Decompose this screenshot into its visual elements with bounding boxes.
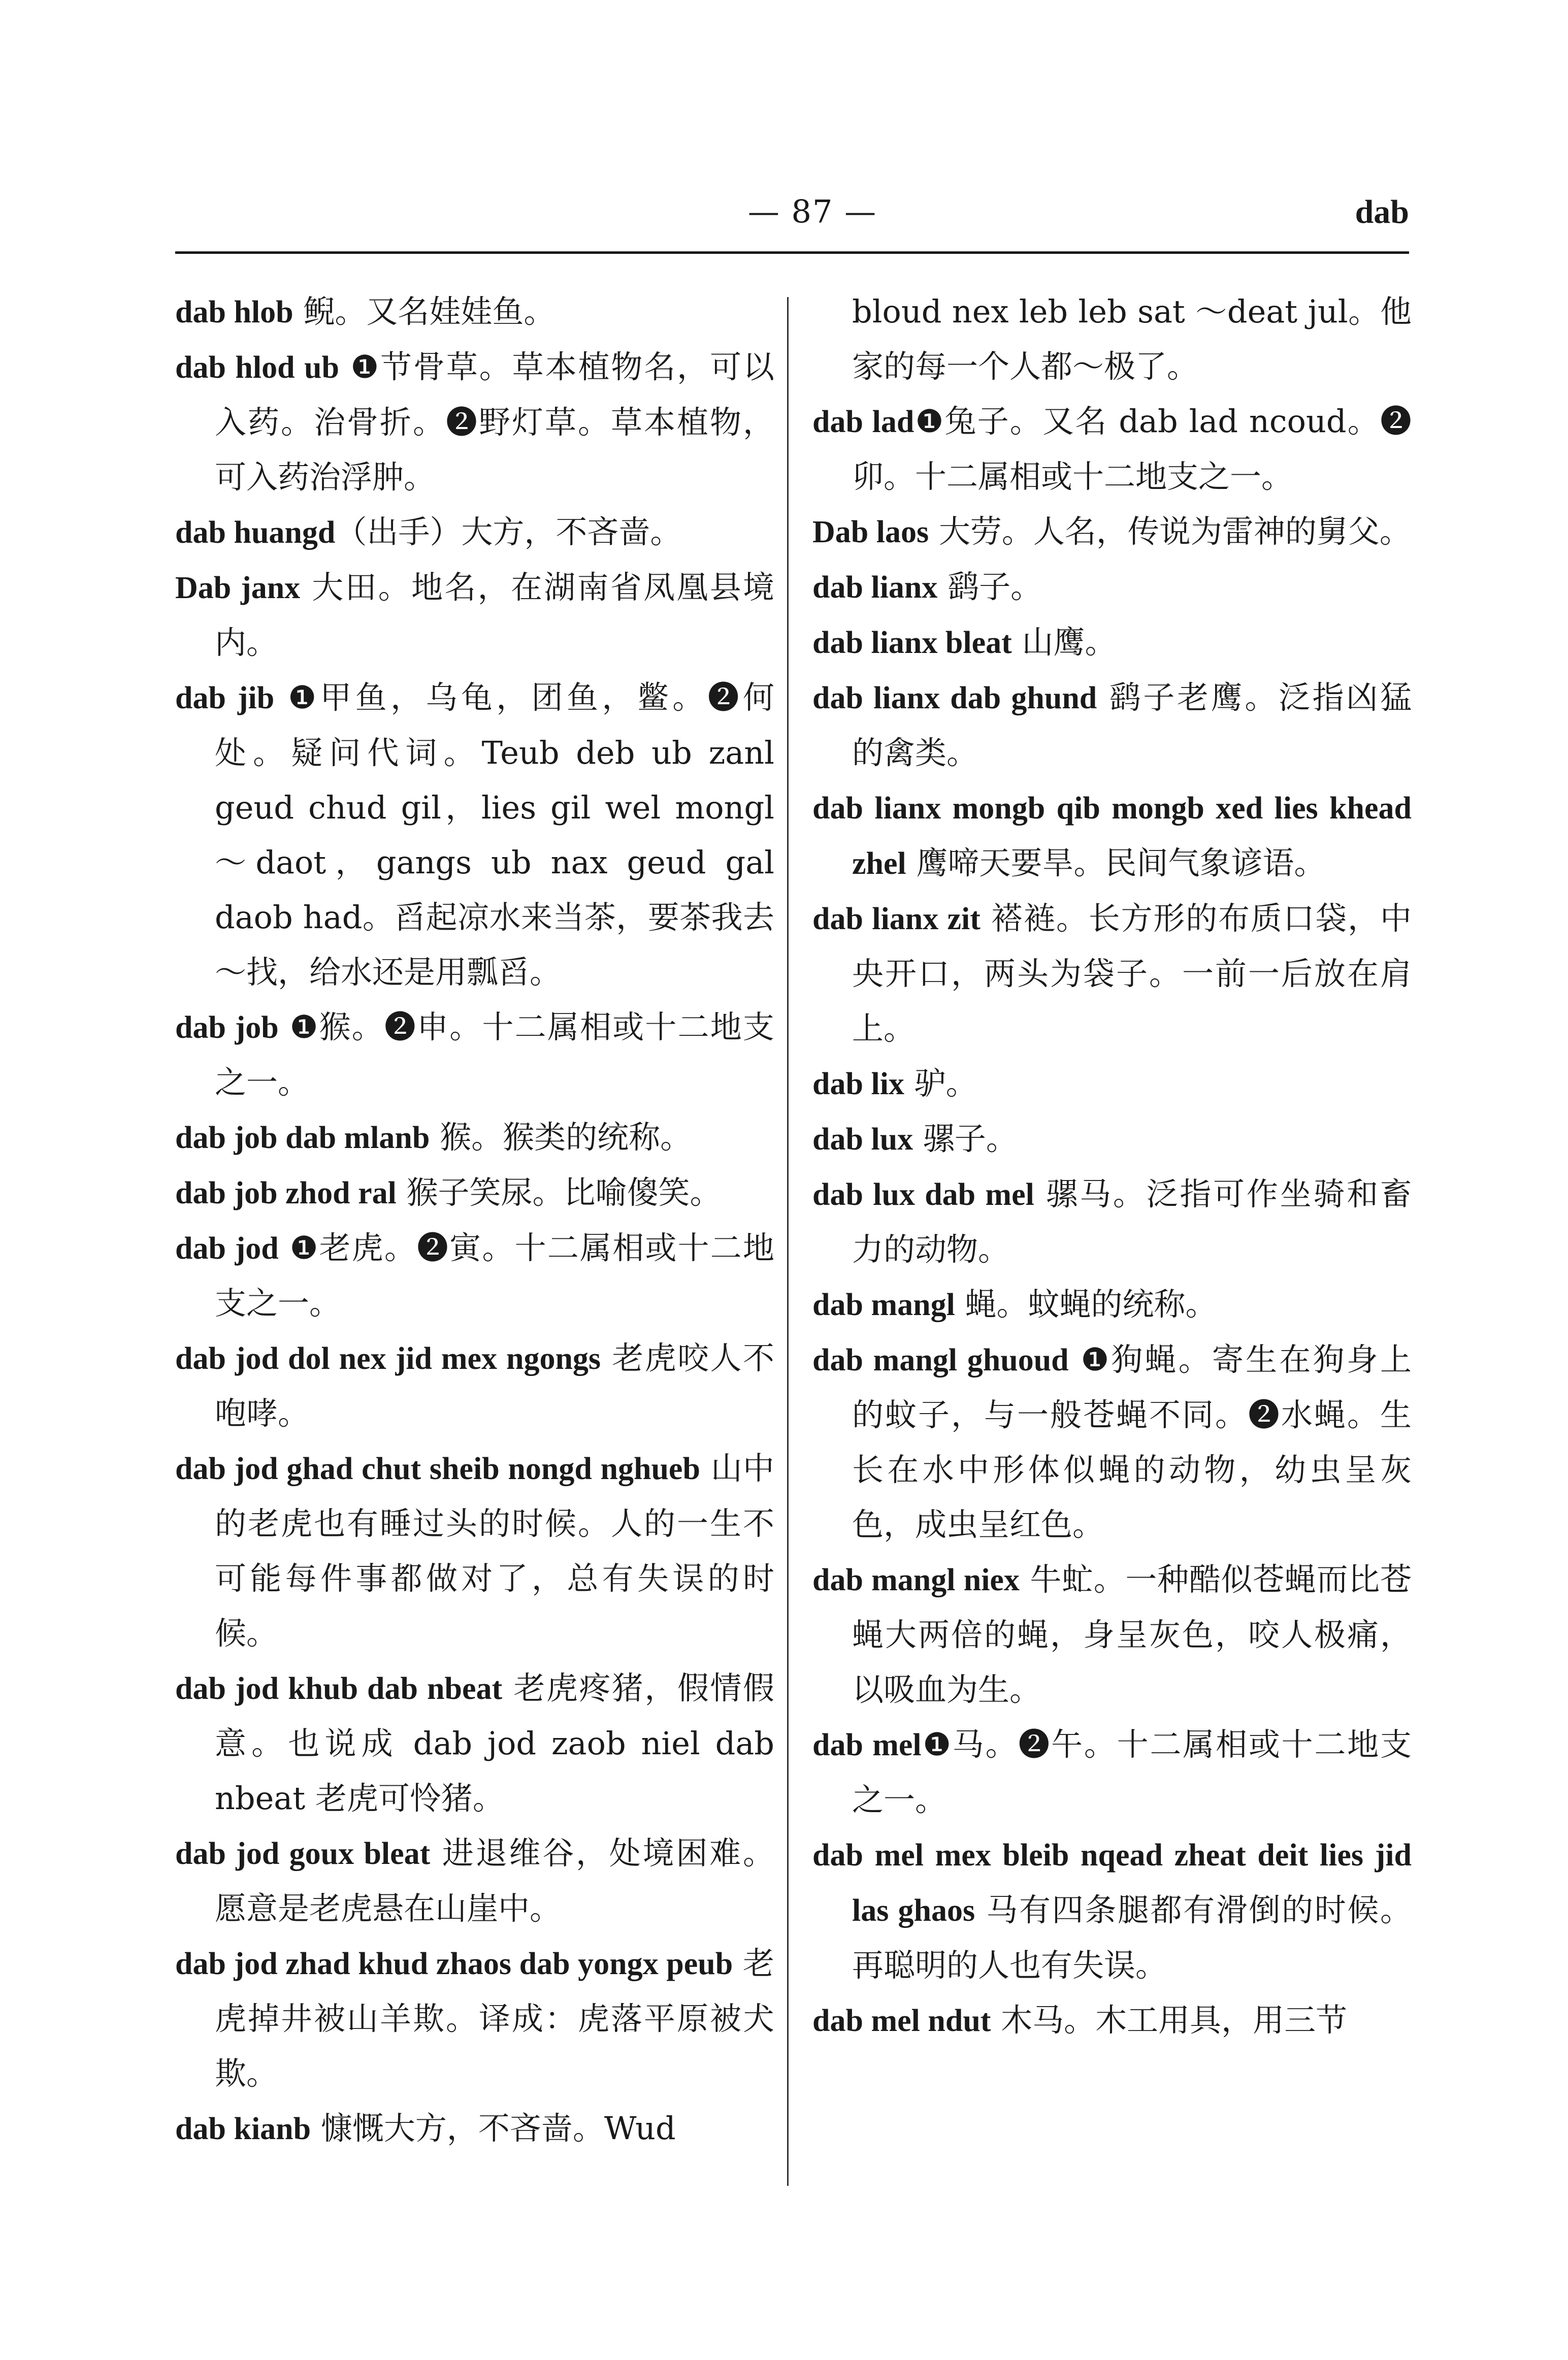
dictionary-entry: [175, 560, 774, 670]
entry-definition: 老虎咬人不咆哮。: [215, 1339, 774, 1432]
entry-definition: 猴子笑尿。比喻傻笑。: [396, 1174, 722, 1211]
entry-headword: dab hlob: [175, 295, 293, 330]
dictionary-entry: [175, 1000, 774, 1110]
entry-definition: 鹞子。: [937, 568, 1042, 605]
dictionary-entry: [812, 1993, 1412, 2048]
entry-headword: dab lad: [812, 405, 914, 439]
dictionary-entry: [175, 1110, 774, 1165]
dictionary-entry: [175, 1221, 774, 1331]
entry-headword: dab job zhod ral: [175, 1176, 397, 1210]
dictionary-entry: [175, 340, 774, 505]
dictionary-entry: [175, 1165, 774, 1221]
entry-headword: dab mangl ghuoud: [812, 1343, 1069, 1378]
entry-headword: dab mel ndut: [812, 2004, 991, 2038]
entry-headword: dab lux: [812, 1122, 913, 1157]
entry-definition: ❶狗蝇。寄生在狗身上的蚊子，与一般苍蝇不同。❷水蝇。生长在水中形体似蝇的动物，幼虫呈灰色，成虫呈红色。: [852, 1341, 1412, 1543]
dictionary-entry: [175, 1441, 774, 1661]
page-number: — 87 —: [747, 193, 877, 230]
entry-definition: 骡马。泛指可作坐骑和畜力的动物。: [852, 1175, 1412, 1268]
entry-definition: ❶兔子。又名 dab lad ncoud。❷卯。十二属相或十二地支之一。: [852, 403, 1412, 495]
entry-definition: （出手）大方，不吝啬。: [335, 513, 682, 550]
entry-definition: bloud nex leb leb sat ～deat jul。他家的每一个人都～极了。: [852, 293, 1412, 385]
entry-definition: 大劳。人名，传说为雷神的舅父。: [929, 513, 1411, 550]
entry-headword: dab lianx mongb qib mongb xed lies khead zhel: [812, 791, 1412, 881]
dictionary-entry: [812, 1111, 1412, 1167]
entry-headword: dab job: [175, 1010, 279, 1045]
dictionary-entry: [175, 1661, 774, 1826]
dictionary-entry: [812, 1332, 1412, 1552]
entry-definition: 老虎疼猪，假情假意。也说成 dab jod zaob niel dab nbeat 老虎可怜猪。: [215, 1669, 774, 1817]
entry-definition: ❶猴。❷申。十二属相或十二地支之一。: [215, 1008, 775, 1101]
entry-headword: dab hlod ub: [175, 350, 339, 385]
entry-headword: dab lianx zit: [812, 902, 981, 936]
entry-definition: 马有四条腿都有滑倒的时候。再聪明的人也有失误。: [852, 1891, 1412, 1984]
entry-headword: dab lianx: [812, 570, 938, 605]
dictionary-entry: [812, 891, 1412, 1056]
entry-definition: 慷慨大方，不吝啬。Wud: [311, 2110, 676, 2147]
entry-definition: 牛虻。一种酷似苍蝇而比苍蝇大两倍的蝇，身呈灰色，咬人极痛，以吸血为生。: [852, 1561, 1412, 1708]
entry-headword: dab lux dab mel: [812, 1177, 1034, 1212]
dictionary-entry: [175, 670, 774, 1000]
entry-definition: ❶节骨草。草本植物名，可以入药。治骨折。❷野灯草。草本植物，可入药治浮肿。: [215, 348, 774, 496]
entry-definition: 木马。木工用具，用三节: [991, 2002, 1348, 2039]
dictionary-entry: [175, 1936, 774, 2101]
entry-definition: ❶马。❷午。十二属相或十二地支之一。: [852, 1726, 1412, 1818]
entry-headword: dab jod zhad khud zhaos dab yongx peub: [175, 1947, 733, 1981]
entry-headword: dab jib: [175, 681, 275, 715]
running-head: dab: [1355, 193, 1409, 231]
entry-definition: 鹰啼天要旱。民间气象谚语。: [906, 844, 1326, 881]
dictionary-entry: [812, 1056, 1412, 1111]
entry-definition: ❶甲鱼，乌龟，团鱼，鳖。❷何处。疑问代词。Teub deb ub zanl geud chud gil，lies gil wel mongl～daot，gangs ub nax geud gal daob had。舀起凉水来当茶，要茶我去～找，给水还是用瓢舀。: [215, 679, 774, 991]
entry-headword: dab huangd: [175, 515, 336, 550]
entry-headword: dab jod: [175, 1231, 279, 1266]
entry-definition: 骡子。: [913, 1120, 1018, 1157]
left-column: [175, 284, 774, 2156]
entry-headword: dab mel: [812, 1728, 922, 1762]
entry-definition: 大田。地名，在湖南省凤凰县境内。: [215, 569, 774, 661]
entry-definition: 蝇。蚊蝇的统称。: [955, 1286, 1217, 1323]
entry-headword: dab job dab mlanb: [175, 1121, 430, 1155]
dictionary-entry: [812, 1552, 1412, 1717]
entry-definition: 老虎掉井被山羊欺。译成：虎落平原被犬欺。: [215, 1945, 774, 2092]
entry-headword: Dab laos: [812, 515, 929, 549]
entry-definition: 鲵。又名娃娃鱼。: [293, 293, 556, 330]
dictionary-entry: [812, 615, 1412, 670]
entry-headword: dab lix: [812, 1067, 904, 1101]
entry-headword: dab mel mex bleib nqead zheat deit lies jid las ghaos: [812, 1838, 1412, 1928]
entry-headword: dab lianx bleat: [812, 626, 1012, 660]
entry-definition: 进退维谷，处境困难。愿意是老虎悬在山崖中。: [215, 1834, 774, 1927]
entry-definition: 山鹰。: [1011, 624, 1117, 661]
dictionary-entry: [812, 780, 1412, 891]
dictionary-entry: [812, 1827, 1412, 1993]
entry-headword: dab jod goux bleat: [175, 1837, 431, 1871]
entry-definition: 猴。猴类的统称。: [430, 1119, 692, 1156]
dictionary-entry: [812, 560, 1412, 615]
entry-definition: 褡裢。长方形的布质口袋，中央开口，两头为袋子。一前一后放在肩上。: [852, 900, 1412, 1047]
header-rule: [175, 251, 1409, 254]
dictionary-entry: [175, 1826, 774, 1936]
entry-headword: dab kianb: [175, 2112, 311, 2146]
entry-definition: 鹞子老鹰。泛指凶猛的禽类。: [852, 679, 1412, 771]
dictionary-entry: [812, 284, 1412, 394]
dictionary-entry: [175, 2101, 774, 2156]
entry-headword: Dab janx: [175, 571, 301, 605]
dictionary-entry: [812, 1167, 1412, 1277]
entry-headword: dab jod ghad chut sheib nongd nghueb: [175, 1452, 700, 1486]
entry-headword: dab jod dol nex jid mex ngongs: [175, 1341, 601, 1376]
entry-headword: dab mangl: [812, 1288, 955, 1322]
column-divider: [787, 297, 789, 2186]
dictionary-entry: [175, 284, 774, 340]
dictionary-entry: [812, 1717, 1412, 1827]
entry-definition: ❶老虎。❷寅。十二属相或十二地支之一。: [215, 1229, 775, 1322]
entry-definition: 山中的老虎也有睡过头的时候。人的一生不可能每件事都做对了，总有失误的时候。: [215, 1450, 774, 1652]
dictionary-entry: [812, 394, 1412, 504]
dictionary-entry: [175, 505, 774, 560]
page-header: [175, 188, 1409, 254]
right-column: [812, 284, 1412, 2048]
dictionary-entry: [175, 1331, 774, 1441]
dictionary-entry: [812, 1277, 1412, 1332]
entry-headword: dab mangl niex: [812, 1563, 1020, 1597]
dictionary-entry: [812, 670, 1412, 780]
dictionary-entry: [812, 504, 1412, 560]
entry-headword: dab jod khub dab nbeat: [175, 1671, 503, 1706]
entry-headword: dab lianx dab ghund: [812, 681, 1097, 715]
entry-definition: 驴。: [904, 1065, 977, 1102]
